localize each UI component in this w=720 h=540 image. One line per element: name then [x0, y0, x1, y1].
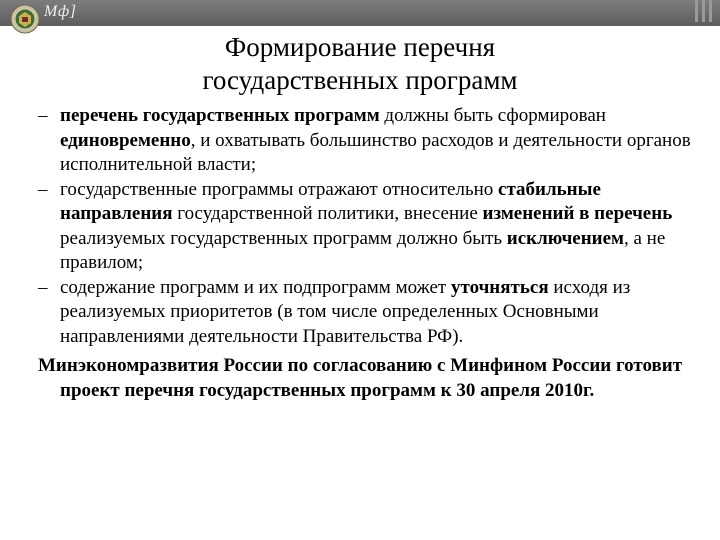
item-1-part-4: , и охватывать большинство расходов и деятельности органов исполнительной власти; — [60, 129, 691, 175]
item-2-part-5: реализуемых государственных программ должно быть — [60, 227, 507, 249]
bullet-item-1 — [38, 104, 698, 178]
item-3-part-3: исходя из реализуемых приоритетов (в том числе определенных Основными направлениями деятельности Правительства РФ). — [60, 276, 631, 347]
item-2-part-7: , а не правилом; — [60, 227, 666, 273]
slide-content — [38, 104, 698, 422]
emblem-icon — [10, 4, 40, 34]
top-banner — [0, 0, 720, 26]
final-paragraph — [38, 354, 698, 403]
dash-bullet-1: – — [38, 105, 48, 126]
title-line-1: Формирование перечня — [224, 32, 496, 62]
bullet-item-2 — [38, 178, 698, 276]
banner-stripes — [682, 0, 712, 22]
item-2-part-4: изменений в перечень — [482, 203, 673, 224]
item-3-part-2: уточняться — [450, 276, 549, 298]
item-1-part-1: перечень государственных программ — [60, 105, 380, 126]
bullet-item-3 — [38, 276, 698, 350]
final-text: Минэкономразвития России по согласованию с Минфином России готовит проект перечня государственных программ к 30 апреля 2010г. — [38, 355, 683, 401]
item-2-part-1: государственные программы отражают относительно — [60, 178, 499, 200]
dash-bullet-2: – — [38, 178, 48, 200]
slide-title — [100, 31, 620, 97]
item-2-part-2: стабильные направления — [60, 178, 601, 224]
item-2-part-3: государственной политики, внесение — [172, 203, 483, 224]
title-line-2: государственных программ — [202, 65, 518, 95]
item-1-part-2: должны быть сформирован — [379, 105, 606, 126]
item-3-part-1: содержание программ и их подпрограмм может — [60, 276, 451, 298]
logo-text: Мф] — [44, 3, 77, 20]
item-2-part-6: исключением — [506, 227, 624, 249]
dash-bullet-3: – — [38, 276, 48, 298]
item-1-part-3: единовременно — [60, 129, 191, 151]
